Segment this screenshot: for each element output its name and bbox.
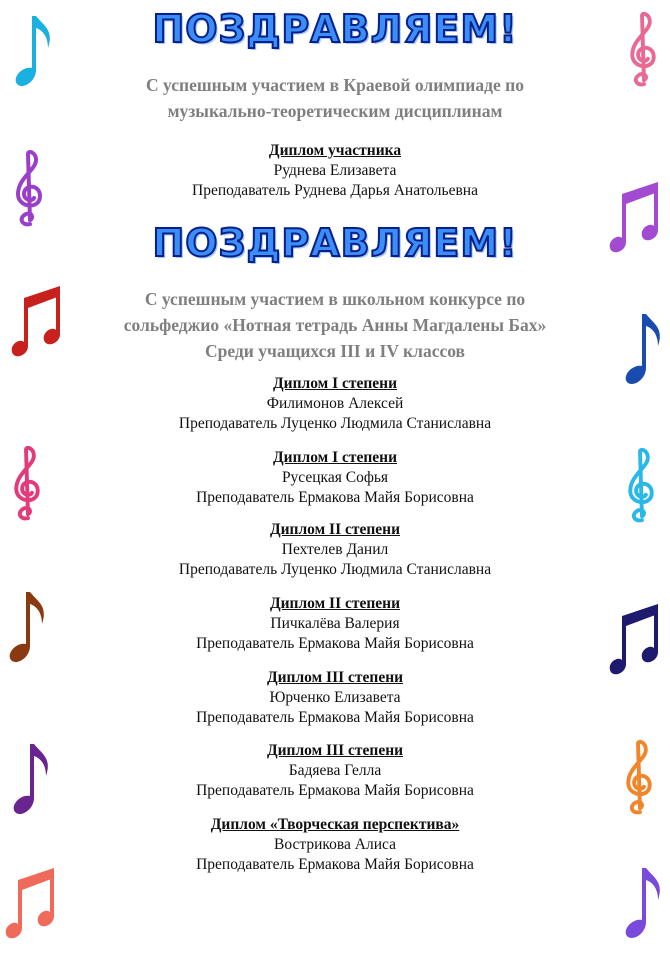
student-name: Пичкалёва Валерия bbox=[270, 615, 400, 632]
beamed-notes-icon bbox=[10, 282, 66, 362]
teacher-name: Преподаватель Руднева Дарья Анатольевна bbox=[192, 182, 478, 199]
award-title: Диплом II степени bbox=[269, 521, 401, 538]
student-name: Юрченко Елизавета bbox=[269, 689, 401, 706]
teacher-name: Преподаватель Луценко Людмила Станиславна bbox=[178, 561, 492, 578]
subtitle-line: С успешным участием в школьном конкурсе по bbox=[144, 289, 526, 309]
student-name: Филимонов Алексей bbox=[266, 395, 404, 412]
eighth-note-icon bbox=[624, 310, 664, 390]
student-name: Вострикова Алиса bbox=[274, 836, 396, 853]
subtitle-line: сольфеджио «Нотная тетрадь Анны Магдалены Бах» bbox=[123, 315, 547, 335]
eighth-note-icon bbox=[12, 740, 52, 820]
congratulations-banner: ПОЗДРАВЛЯЕМ! bbox=[152, 7, 518, 51]
treble-clef-icon bbox=[10, 444, 44, 524]
award-entry bbox=[60, 141, 610, 201]
teacher-name: Преподаватель Ермакова Майя Борисовна bbox=[196, 709, 474, 726]
treble-clef-icon bbox=[622, 738, 656, 818]
award-title: Диплом II степени bbox=[269, 595, 401, 612]
beamed-notes-icon bbox=[608, 178, 664, 258]
award-entry bbox=[60, 374, 610, 434]
award-entry bbox=[60, 594, 610, 654]
teacher-name: Преподаватель Ермакова Майя Борисовна bbox=[196, 635, 474, 652]
subtitle-line: С успешным участием в Краевой олимпиаде по bbox=[146, 75, 524, 95]
subtitle-line: музыкально-теоретическим дисциплинам bbox=[167, 101, 503, 121]
award-entry bbox=[60, 741, 610, 801]
student-name: Руднева Елизавета bbox=[273, 162, 397, 179]
section2-subtitle bbox=[60, 286, 610, 364]
award-entry bbox=[60, 520, 610, 580]
award-title: Диплом I степени bbox=[272, 375, 398, 392]
student-name: Бадяева Гелла bbox=[288, 762, 382, 779]
eighth-note-icon bbox=[8, 588, 48, 668]
beamed-notes-icon bbox=[608, 600, 664, 680]
award-title: Диплом III степени bbox=[266, 742, 404, 759]
eighth-note-icon bbox=[14, 12, 54, 92]
award-title: Диплом «Творческая перспектива» bbox=[210, 816, 460, 833]
award-title: Диплом участника bbox=[268, 142, 402, 159]
treble-clef-icon bbox=[626, 10, 660, 90]
congratulations-banner: ПОЗДРАВЛЯЕМ! bbox=[152, 221, 518, 265]
award-entry bbox=[60, 815, 610, 875]
award-title: Диплом I степени bbox=[272, 449, 398, 466]
award-title: Диплом III степени bbox=[266, 669, 404, 686]
teacher-name: Преподаватель Ермакова Майя Борисовна bbox=[196, 856, 474, 873]
student-name: Русецкая Софья bbox=[281, 469, 389, 486]
teacher-name: Преподаватель Луценко Людмила Станиславна bbox=[178, 415, 492, 432]
section1-subtitle bbox=[60, 72, 610, 124]
teacher-name: Преподаватель Ермакова Майя Борисовна bbox=[196, 489, 474, 506]
teacher-name: Преподаватель Ермакова Майя Борисовна bbox=[196, 782, 474, 799]
treble-clef-icon bbox=[12, 148, 46, 230]
eighth-note-icon bbox=[624, 864, 664, 944]
award-entry bbox=[60, 448, 610, 508]
subtitle-line: Среди учащихся III и IV классов bbox=[204, 341, 466, 361]
treble-clef-icon bbox=[624, 446, 658, 526]
student-name: Пехтелев Данил bbox=[281, 541, 389, 558]
beamed-notes-icon bbox=[4, 864, 60, 944]
award-entry bbox=[60, 668, 610, 728]
